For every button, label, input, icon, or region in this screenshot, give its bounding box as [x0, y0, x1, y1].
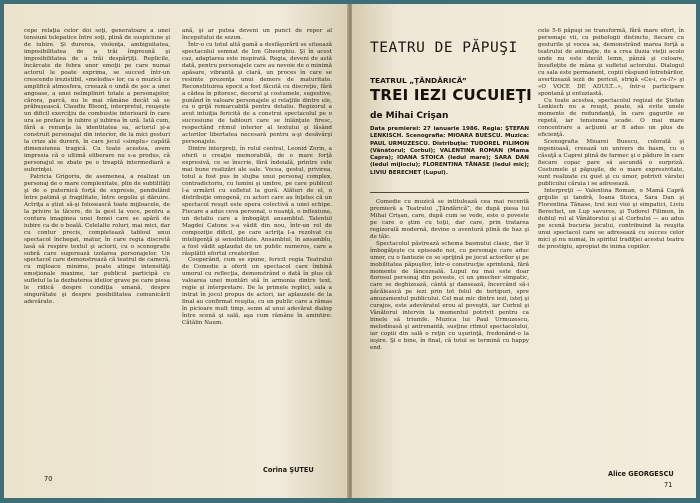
right-column-1	[370, 199, 529, 469]
paragraph: Într-o cu totul altă gamă a desfăşurării se situează spectacolul semnat de Ion Gheorghiu. Şi în acest caz, adaptarea este inspirată. Regia, deveni de astă dată, pentru personajele care au nevoie de o minimă apăsare, vibrantă şi clară, un proces în care se resimte prezenţa unui demers de maturitate. Reconstituirea epocii a fost făcută cu discreţie, fără a cădea în pitoresc, decorul şi costumele, sugestive, punând în valoare personajele şi relaţiile dintre ele, cu o grijă remarcabilă pentru detaliu. Regizorul a avut intuiţia fericită de a construi spectacolul pe o succesiune de tablouri care se înlănţuie firesc, respectând ritmul interior al textului şi lăsând actorilor libertatea necesară pentru a-şi desăvârşi personajele.	[182, 41, 332, 146]
left-page-number: 70	[44, 475, 53, 483]
left-page	[4, 4, 348, 498]
right-page	[352, 4, 696, 498]
credits-block: Data premierei: 27 ianuarie 1986. Regia: ŞTEFAN LENKISCH. Scenografia: MIOARA BUESCU. Muzica: PAUL URMUZESCU. Distribuţia: TUDOREL FILIMON (Vânătorul; Corbul); VALENTINA ROMAN (Mama Capra); IOANA STOICA (Iedul mare); SARA DAN (Iedul mijlociu); FLORENTINA TĂNASE (Iedul mic); LIVIU BERECHET (Lupul).	[370, 126, 529, 176]
byline: de Mihai Crişan	[370, 111, 449, 121]
paragraph: Cu toate acestea, spectacolul regizat de Ştefan Lenkisch nu a reuşit, poate, să evite unele momente de redundanţă, în care gagurile se repetă, iar tensiunea scade. O mai mare concentrare a acţiunii ar fi adus un plus de eficienţă.	[538, 97, 684, 139]
paragraph: Scenografia Mioarei Buescu, colorată şi ingenioasă, creează un univers de basm, cu o căsuţă a Caprei plină de farmec şi o pădure în care fiecare copac pare să ascundă o surpriză. Costumele şi păpuşile, de o mare expresivitate, sunt realizate cu gust şi cu umor, potrivit vârstei publicului căruia i se adresează.	[538, 139, 684, 187]
right-column-2	[538, 28, 684, 465]
left-column-2	[182, 28, 332, 458]
theater-name: TEATRUL „ŢĂNDĂRICĂ”	[370, 76, 467, 85]
paragraph: ană, şi ar putea deveni un punct de reper al începutului de sezon.	[182, 28, 332, 41]
left-signature: Corina ŞUTEU	[263, 466, 314, 474]
paragraph: Comedie cu muzică se intitulează cea mai recentă premieră a Teatrului „Ţăndărică”, de după piesa lui Mihai Crişan, care, după cum se vede, este o poveste pe care o ştim cu toţii, dar care, prin tratarea regizorală modernă, devine o aventură plină de haz şi de tâlc.	[370, 199, 529, 240]
play-title: TREI IEZI CUCUIEŢI	[370, 86, 532, 104]
magazine-spread	[4, 4, 696, 498]
paragraph: Spectacolul păstrează schema basmului clasic, dar îl îmbogăţeşte cu episoade noi, cu personaje care aduc umor, cu o fantezie ce se sprijină pe jocul actorilor şi pe mobilitatea păpuşilor, într-o construcţie sprintenă, fără momente de lâncezeală. Lupul nu mai este doar fiorosul personaj din poveste, ci un şmecher simpatic, care se deghizează, cântă şi dansează, încercând să-i păcălească pe iezi prin tot felul de tertipuri, spre amuzamentul publicului. Cel mai mic dintre iezi, isteţ şi curajos, este adevăratul erou al poveştii, iar Corbul şi Vânătorul intervin la momentul potrivit pentru ca binele să triumfe. Muzica lui Paul Urmuzescu, melodioasă şi antrenantă, susţine ritmul spectacolului, iar copiii din sală o reţin cu uşurinţă, fredonând-o la ieşire. Şi e bine, în final, că totul se termină cu happy end.	[370, 240, 529, 352]
right-signature: Alice GEORGESCU	[608, 470, 674, 478]
paragraph: cepe relaţia celor doi soţi, generatoare a unei tensiuni telepatice între soţi, plină de suspiciune şi de iubire. Şi durerea, violenţa, ambiguitatea, imposibilitatea de a trăi împreună şi imposibilitatea de a trăi despărţiţi. Replicile, încărcate de febra unor emoţii pe care numai actorul le poate exprima, se succed într-un crescendo irezistibil, «melodia» lor, ca o muzică ce amplifică atmosfera, creează o undă de şoc a unei angoase, a unei neîmpliniri totale a personajelor, cărora, parcă, nu le mai rămâne decât să se prăbuşească. Claudiu Bleonţ, interpretul, reuşeşte un dificil exerciţiu de combustie interioară în care ura se preface în iubire şi iubirea în ură. Iată cum, fără a renunţa la identitatea sa, actorul şi-a construit personajul din interior, de la mici gesturi la crize ale durerii, în care jocul «simplu» capătă dimensiunea tragică. Cu toate acestea, avem impresia că o ultimă eliberare nu s-a produs, că personajul se zbate pe o treaptă intermediară a suferinţei.	[24, 28, 170, 174]
paragraph: cele 5-6 păpuşi se transformă, fără mare efort, în personaje vii, cu psihologii distincte, fiecare cu gesturile şi vocea sa, demonstrând marea forţă a teatrului de animaţie, de a crea iluzia vieţii acolo unde nu este decât lemn, pânză şi culoare, însufleţite de mâna şi sufletul actorului. Dialogul cu sala este permanent, copiii răspund întrebărilor, avertizează iezii de pericol, strigă «Ce-i, ce-i?» şi «O VOCE DE ADULT...», într-o participare spontană şi entuziastă.	[538, 28, 684, 97]
section-title: TEATRU DE PĂPUŞI	[370, 40, 518, 56]
paragraph: Patricia Grigoriu, de asemenea, a realizat un personaj de o mare complexitate, plin de subtilităţi şi de o puternică forţă de expresie, pendulând între patimă şi fragilitate, între orgoliu şi dăruire. Actriţa a ştiut să-şi folosească toate mijloacele, de la privire la tăcere, de la gest la voce, pentru a contura imaginea unei femei care se apără de iubire ca de o boală. Celelalte roluri, mai mici, dar cu contur precis, completează tabloul unui spectacol închegat, matur, în care regia discretă lasă să respire textul şi actorii, cu o scenografie sobră care sugerează izolarea personajelor. Un spectacol care demonstrează că teatrul de cameră, cu mijloace minime, poate atinge intensităţi emoţionale maxime, iar publicul participă cu sufletul la la dezbaterea ideilor grave pe care piesa le ridică despre condiţia umană, despre singurătate şi despre posibilitatea comunicării adevărate.	[24, 174, 170, 306]
left-column-1	[24, 28, 170, 465]
right-page-number: 71	[664, 481, 673, 489]
paragraph: Dintre interpreţi, în rolul central, Leonid Zorin, a oferit o creaţie memorabilă, de o mare forţă expresivă, ce se înscrie, fără îndoială, printre cele mai bune realizări ale sale. Vocea, gestul, privirea, totul a fost pus în slujba unui personaj complex, contradictoriu, cu lumini şi umbre, pe care publicul l-a urmărit cu sufletul la gură. Alături de el, o distribuţie omogenă, cu actori care au înţeles că un spectacol reuşit este opera colectivă a unei echipe. Fiecare a adus ceva personal, o nuanţă, o inflexiune, un detaliu care a îmbogăţit ansamblul. Talentul Magdei Catone s-a vădit din nou, într-un rol de compoziţie dificil, pe care actriţa l-a rezolvat cu inteligenţă şi sensibilitate. Ansamblul, în ansamblu, a fost vădit aplaudat de un public numeros, care a răsplătit efortul creatorilor.	[182, 146, 332, 257]
paragraph: Cooperând, cum se spune, fericit regia Teatrului de Comedie a oferit un spectacol care îmbină umorul cu reflecţia, demonstrând o dată în plus că valoarea unei montări stă în armonia dintre text, regie şi interpretare. De la primele replici, sala a intrat în jocul propus de actori, iar aplauzele de la final au confirmat reuşita, cu un public care a rămas în picioare mult timp, semn al unui adevărat dialog între scenă şi sală, aşa cum rămâne în amintire: Cătălin Naum.	[182, 257, 332, 327]
divider	[370, 192, 529, 193]
paragraph: Interpreţii — Valentina Roman, o Mamă Capră grijulie şi tandră, Ioana Stoica, Sara Dan şi Florentina Tănase, trei iezi vioi şi simpatici, Liviu Berechet, un Lup savuros, şi Tudorel Filimon, în dublul rol al Vânătorului şi al Corbului — au adus pe scenă bucuria jocului, contribuind la reuşita unui spectacol care se adresează cu succes celor mici şi nu numai, în spiritul tradiţiei acestui teatru de prestigiu, apropiat de inima copiilor.	[538, 187, 684, 250]
